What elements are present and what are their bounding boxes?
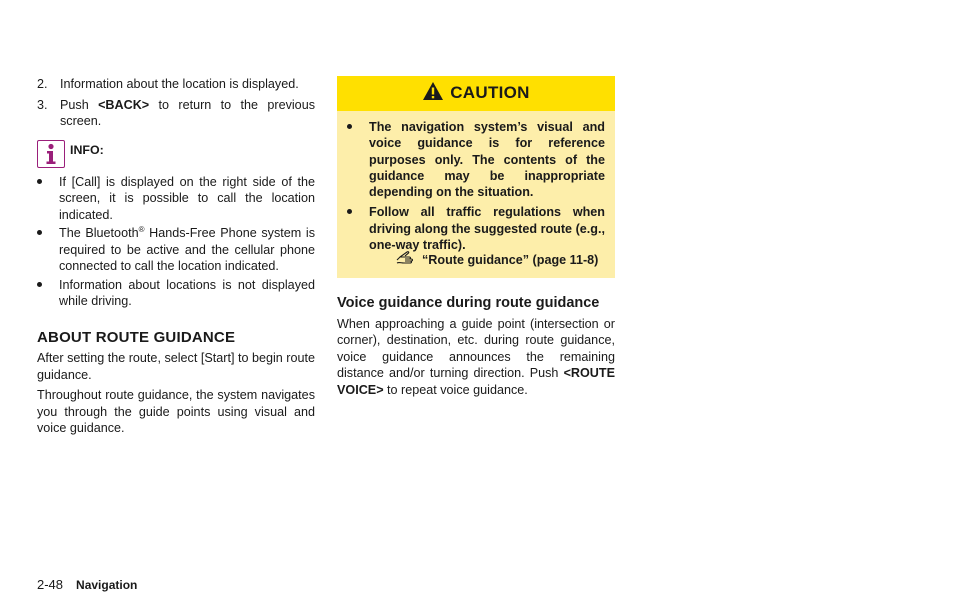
info-icon (37, 140, 65, 168)
caution-title: CAUTION (450, 83, 530, 103)
subsection-title: Voice guidance during route guidance (337, 294, 600, 311)
caution-box (337, 76, 615, 278)
info-list (37, 174, 315, 310)
right-column (337, 76, 615, 402)
info-item: Information about locations is not displayed while driving. (37, 277, 315, 310)
page-number: 2-48 (37, 577, 64, 592)
info-header (37, 140, 315, 168)
left-column (37, 76, 315, 441)
page-footer (37, 577, 137, 592)
section-title: ABOUT ROUTE GUIDANCE (37, 328, 236, 346)
warning-triangle-icon (422, 81, 444, 106)
step-text: to return to the previous screen. (60, 97, 315, 128)
step-list (37, 76, 315, 130)
step-text: Information about the location is displayed. (60, 77, 299, 91)
paragraph: When approaching a guide point (intersection or corner), destination, etc. during route guidance, voice guidance announces the remaining distance and/or turning direction. Push <ROUTE VOICE> to repeat voice guidance. (337, 316, 615, 397)
info-item: The Bluetooth® Hands-Free Phone system is required to be active and the cellular phone connected to call the location indicated. (37, 225, 315, 275)
caution-list (337, 111, 615, 270)
caution-item: The navigation system’s visual and voice guidance is for reference purposes only. The contents of the guidance may be inappropriate depending on the situation. (347, 119, 605, 200)
caution-header (337, 76, 615, 111)
paragraph: Throughout route guidance, the system navigates you through the guide points using visual and voice guidance. (37, 388, 315, 435)
step-number: 2. (37, 77, 48, 91)
step-item (37, 76, 315, 93)
route-voice-key-label: <ROUTE VOICE> (337, 366, 615, 397)
back-key-label: <BACK> (98, 97, 150, 112)
chapter-title: Navigation (76, 578, 138, 592)
paragraph: After setting the route, select [Start] to begin route guidance. (37, 351, 315, 382)
registered-mark: ® (138, 224, 145, 234)
info-item: If [Call] is displayed on the right side of the screen, it is possible to call the location indicated. (37, 174, 315, 224)
caution-item: Follow all traffic regulations when driving along the suggested route (e.g., one-way traffic). “Route guidance” (page 11-8) (347, 204, 605, 269)
pointing-hand-icon (396, 251, 418, 269)
page-reference (369, 251, 605, 269)
reference-text: “Route guidance” (page 11-8) (422, 253, 599, 268)
step-item (37, 97, 315, 130)
step-number: 3. (37, 97, 48, 112)
info-label: INFO: (70, 143, 104, 158)
step-text: Push (60, 97, 99, 112)
